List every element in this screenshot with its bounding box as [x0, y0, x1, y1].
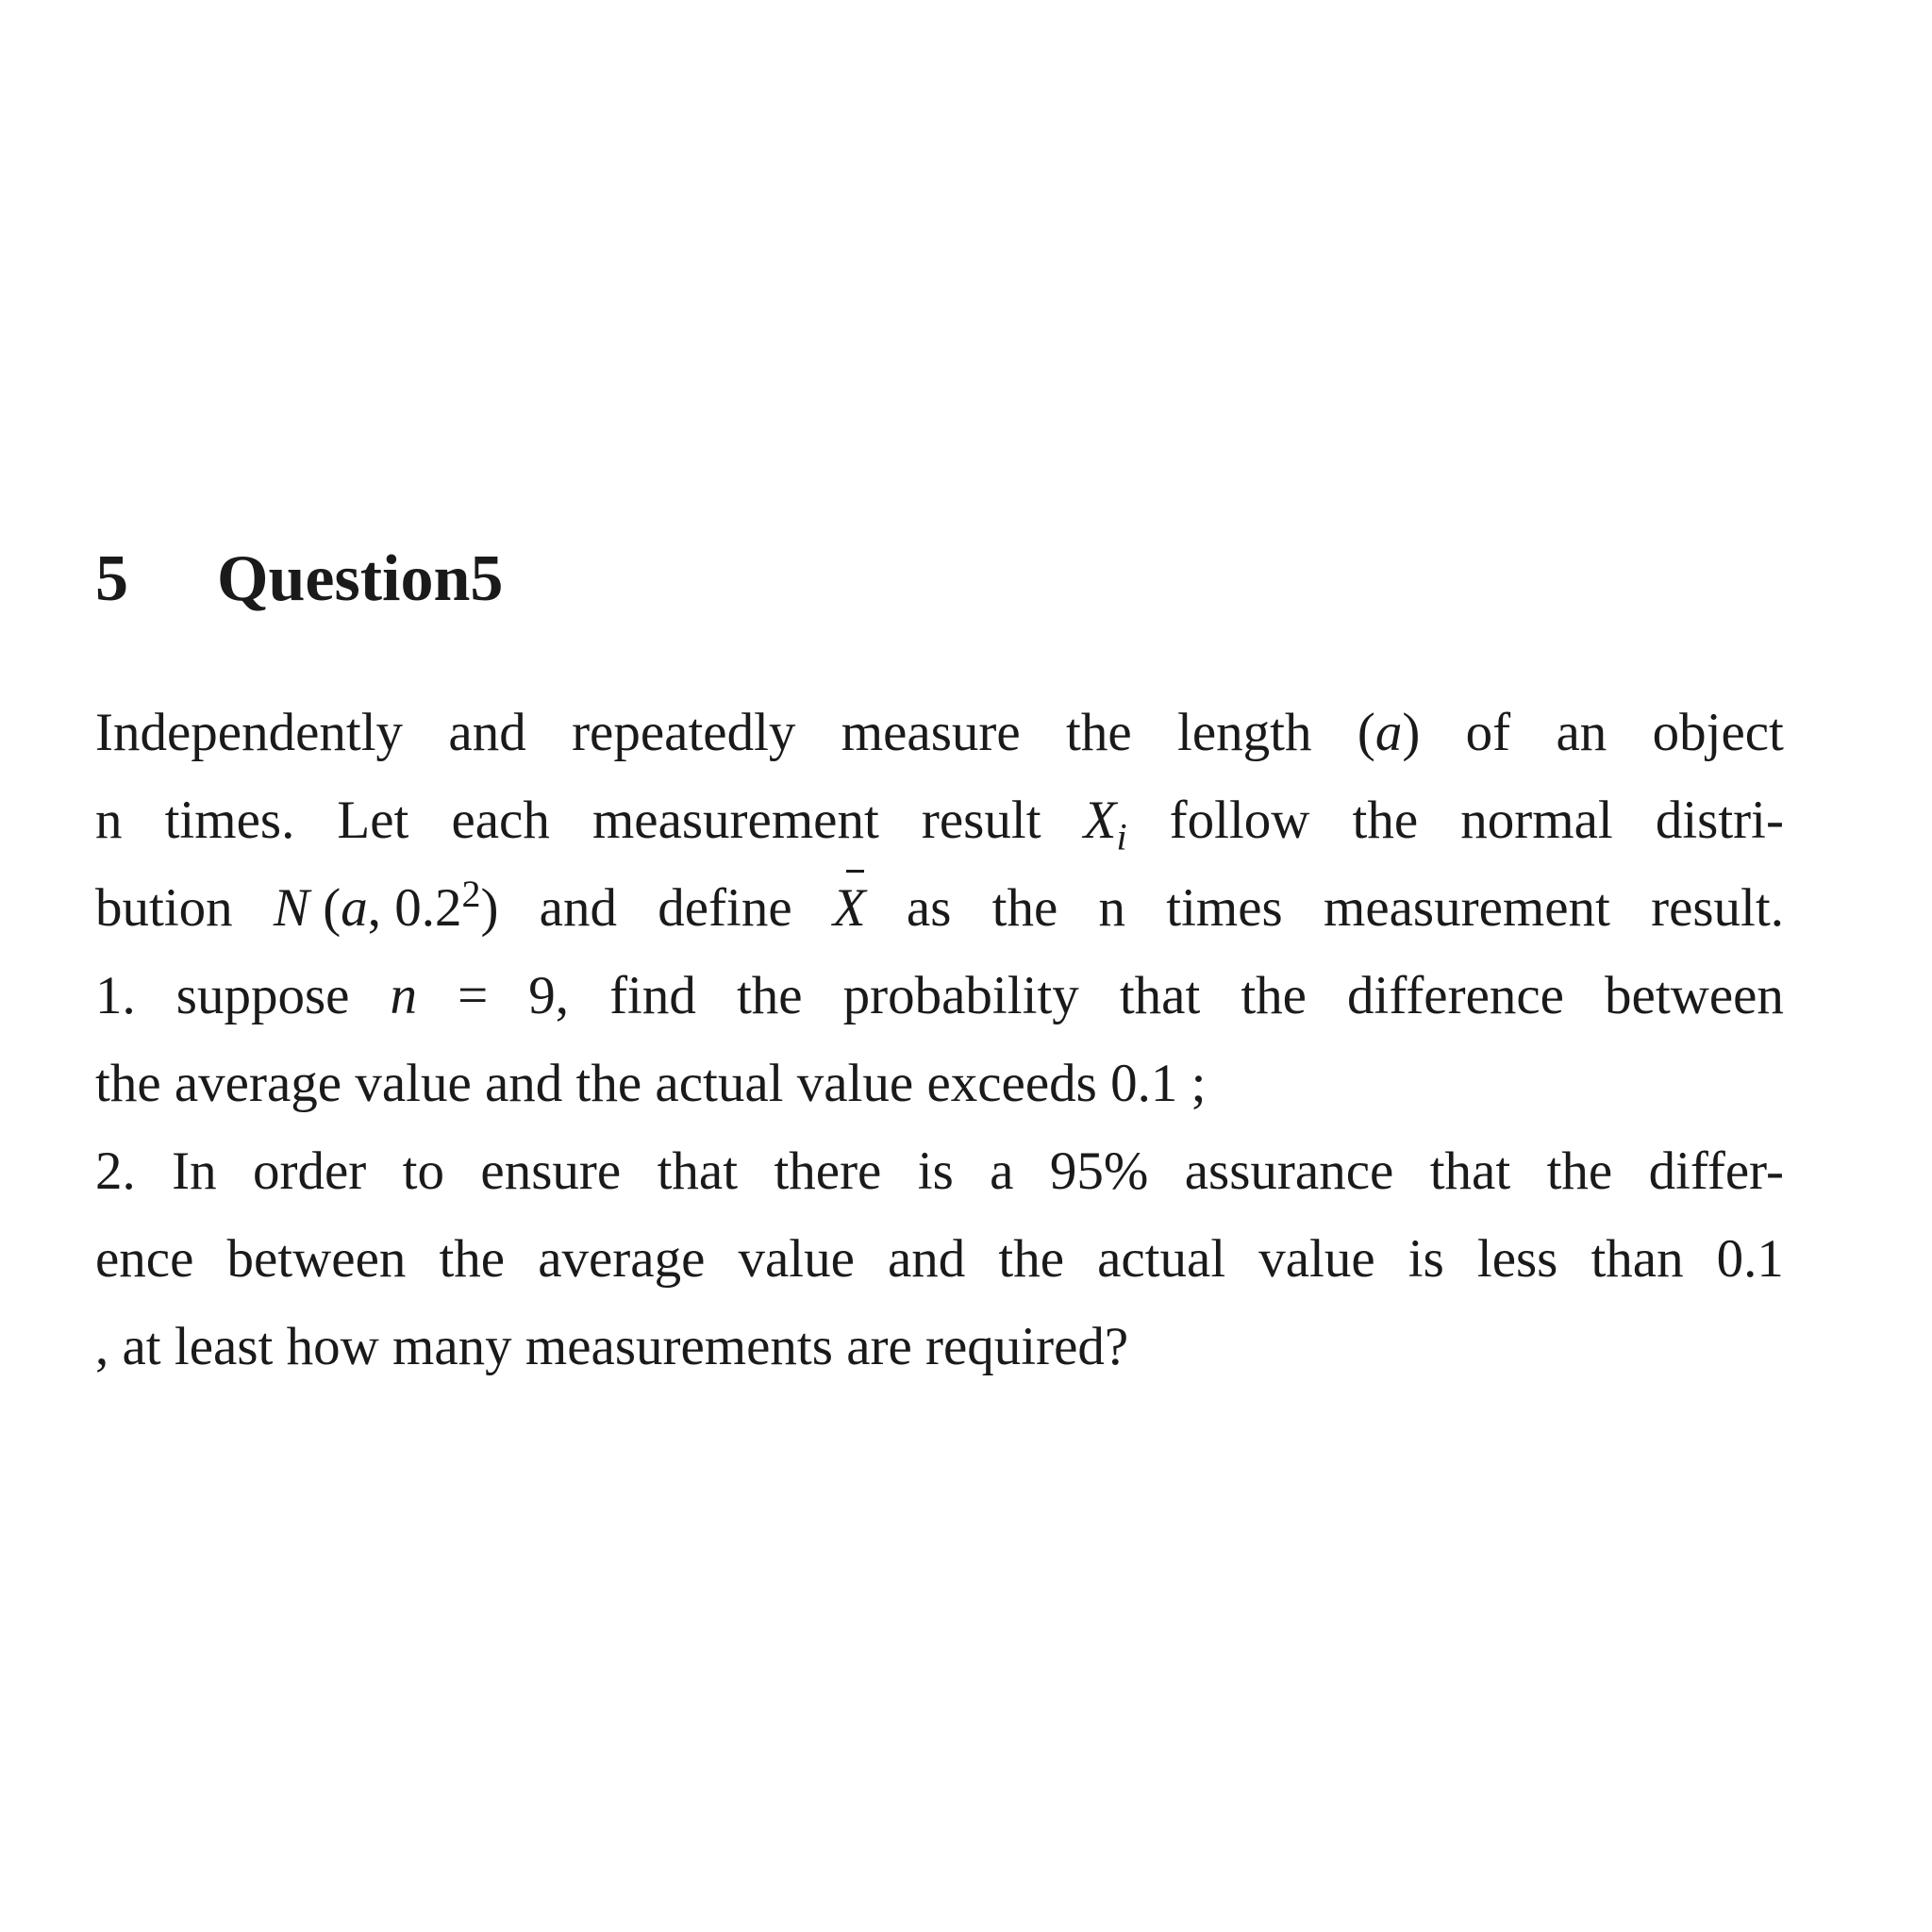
paragraph-line-2: n times. Let each measurement result $X_i$ follow the normal distri-: [95, 776, 1784, 864]
question-paragraph: [95, 689, 1784, 1391]
math-x-i: $X_i$: [1083, 791, 1127, 858]
paragraph-line-8: , at least how many measurements are required?: [95, 1317, 1129, 1376]
paragraph-line-3: bution N (a, $0.2^2$) and define X as the n times measurement result.: [95, 864, 1784, 952]
math-x-bar: X: [833, 864, 866, 952]
section-title: Question5: [217, 542, 504, 615]
math-normal-distribution: N (a, $0.2^2$): [273, 873, 499, 938]
math-length-a: (a): [1357, 703, 1421, 762]
paragraph-line-7: ence between the average value and the actual value is less than 0.1: [95, 1229, 1784, 1289]
paragraph-line-1: Independently and repeatedly measure the length (a) of an object: [95, 689, 1784, 776]
section-heading: [95, 541, 503, 617]
math-n: n: [390, 966, 418, 1025]
paragraph-line-6: 2. In order to ensure that there is a 95% assurance that the differ-: [95, 1141, 1784, 1201]
paragraph-line-4: 1. suppose n = 9, find the probability that the difference between: [95, 952, 1784, 1040]
section-number: 5: [95, 542, 128, 615]
paragraph-line-5: the average value and the actual value exceeds 0.1 ;: [95, 1054, 1207, 1113]
math-equals: =: [458, 966, 489, 1025]
